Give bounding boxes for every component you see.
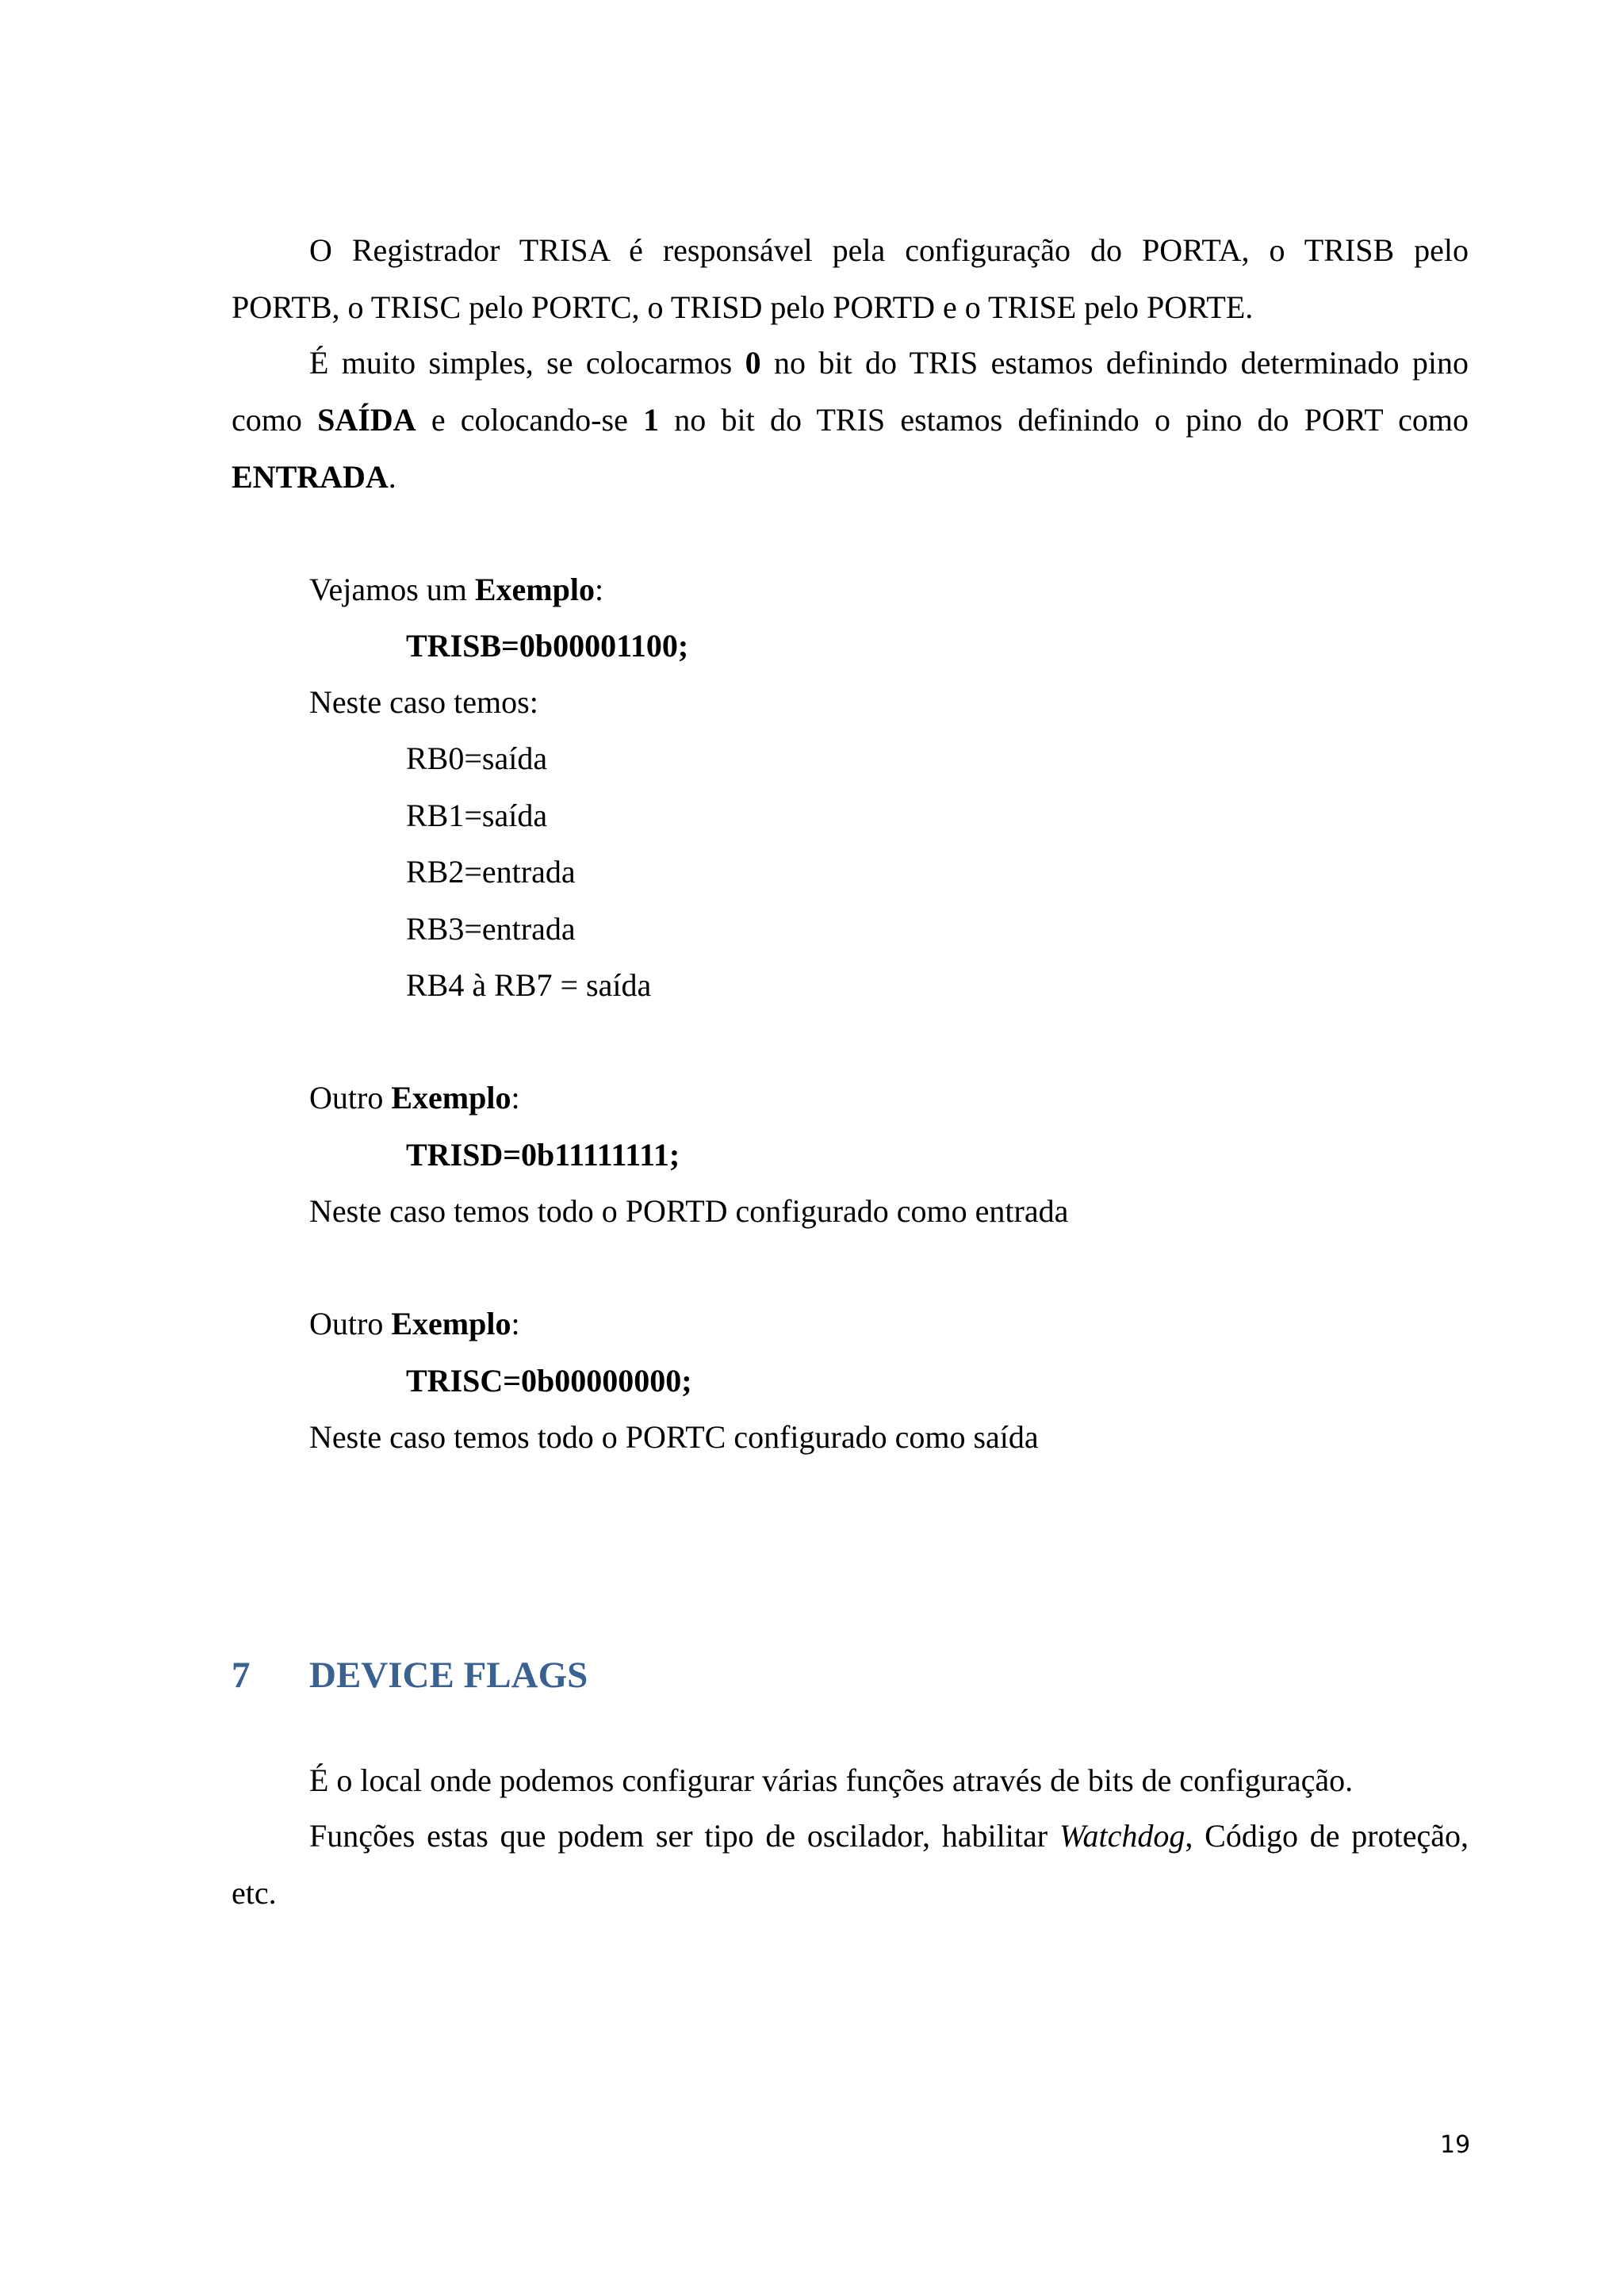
example-2-intro: Outro Exemplo: bbox=[309, 1080, 520, 1115]
section-paragraph-1: É o local onde podemos configurar várias funções através de bits de configuração. bbox=[309, 1762, 1354, 1798]
example-3-intro: Outro Exemplo: bbox=[309, 1306, 520, 1341]
example-1-intro: Vejamos um Exemplo: bbox=[309, 572, 604, 607]
example-2-case-text: Neste caso temos todo o PORTD configurado como entrada bbox=[309, 1193, 1069, 1229]
example-1-item: RB4 à RB7 = saída bbox=[406, 967, 652, 1003]
section-paragraph-2-line-2: etc. bbox=[232, 1875, 277, 1911]
example-3-code: TRISC=0b00000000; bbox=[406, 1363, 692, 1399]
paragraph-1-line-1: O Registrador TRISA é responsável pela configuração do PORTA, o TRISB pelo bbox=[309, 232, 1469, 268]
paragraph-2-line-2: como SAÍDA e colocando-se 1 no bit do TRIS estamos definindo o pino do PORT como bbox=[232, 402, 1469, 438]
example-1-code: TRISB=0b00001100; bbox=[406, 628, 689, 664]
section-number: 7 bbox=[232, 1655, 251, 1696]
example-1-item: RB0=saída bbox=[406, 740, 548, 776]
paragraph-2-line-3: ENTRADA. bbox=[232, 459, 396, 495]
page-number: 19 bbox=[1440, 2131, 1471, 2159]
example-1-item: RB1=saída bbox=[406, 798, 548, 833]
example-3-case-text: Neste caso temos todo o PORTC configurado como saída bbox=[309, 1419, 1039, 1455]
section-paragraph-2-line-1: Funções estas que podem ser tipo de oscilador, habilitar Watchdog, Código de proteção, bbox=[309, 1818, 1469, 1854]
example-1-case-text: Neste caso temos: bbox=[309, 684, 538, 720]
paragraph-1-line-2: PORTB, o TRISC pelo PORTC, o TRISD pelo PORTD e o TRISE pelo PORTE. bbox=[232, 289, 1254, 325]
example-1-item: RB3=entrada bbox=[406, 911, 576, 947]
example-2-code: TRISD=0b11111111; bbox=[406, 1137, 680, 1173]
paragraph-2-line-1: É muito simples, se colocarmos 0 no bit do TRIS estamos definindo determinado pino bbox=[309, 345, 1469, 381]
section-title: DEVICE FLAGS bbox=[309, 1655, 588, 1696]
example-1-item: RB2=entrada bbox=[406, 854, 576, 890]
